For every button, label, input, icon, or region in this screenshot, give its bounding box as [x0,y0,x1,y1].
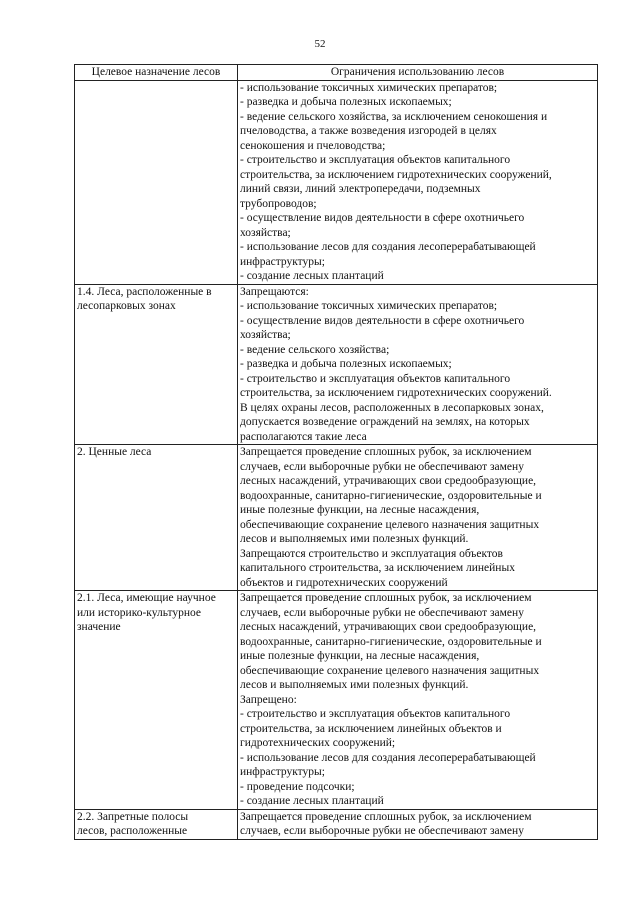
restriction-line: - осуществление видов деятельности в сфере охотничьего [240,212,525,224]
restriction-line: иные полезные функции, на лесные насаждения, [240,504,480,516]
restriction-line: допускается возведение ограждений на землях, на которых [240,416,530,428]
restriction-line: - разведка и добыча полезных ископаемых; [240,358,452,370]
restriction-line: - использование лесов для создания лесоперерабатывающей [240,751,536,764]
restriction-line: - строительство и эксплуатация объектов капитального [240,154,511,166]
restriction-line: - создание лесных плантаций [240,795,384,807]
restriction-line: хозяйства; [240,329,291,341]
restriction-line: - осуществление видов деятельности в сфере охотничьего [240,314,525,327]
restriction-line: обеспечивающие сохранение целевого назначения защитных [240,518,540,531]
forest-restrictions-table [74,64,598,840]
restriction-line: трубопроводов; [240,197,317,210]
table-header-row [75,65,598,81]
restriction-line: Запрещаются: [240,285,309,298]
table-row [75,284,598,445]
restriction-line: инфраструктуры; [240,766,325,778]
restriction-line: - ведение сельского хозяйства; [240,343,390,356]
table-row [75,80,598,284]
table-row [75,591,598,810]
usage-restrictions-cell [238,809,598,839]
restriction-line: случаев, если выборочные рубки не обеспечивают замену [240,606,524,619]
purpose-line: значение [77,621,121,633]
header-forest-purpose: Целевое назначение лесов [75,65,238,81]
restriction-line: хозяйства; [240,226,291,239]
restriction-line: Запрещается проведение сплошных рубок, за исключением [240,810,532,823]
forest-purpose-cell [75,809,238,839]
purpose-line: 1.4. Леса, расположенные в [77,285,212,298]
restriction-line: Запрещается проведение сплошных рубок, за исключением [240,446,532,458]
restriction-line: Запрещается проведение сплошных рубок, за исключением [240,592,532,604]
restriction-line: лесов и выполняемых ими полезных функций. [240,533,469,545]
restriction-line: располагаются такие леса [240,430,367,443]
restriction-line: водоохранные, санитарно-гигиенические, оздоровительные и [240,489,542,502]
restriction-line: лесов и выполняемых ими полезных функций. [240,679,469,691]
usage-restrictions-cell [238,284,598,445]
page-number: 52 [314,38,326,50]
restriction-line: инфраструктуры; [240,255,325,268]
purpose-line: 2.2. Запретные полосы [77,810,189,823]
restriction-line: - ведение сельского хозяйства, за исключением сенокошения и [240,110,548,123]
usage-restrictions-cell [238,445,598,591]
usage-restrictions-cell [238,80,598,284]
purpose-line: 2. Ценные леса [77,446,152,458]
forest-purpose-cell [75,284,238,445]
restriction-line: - строительство и эксплуатация объектов капитального [240,372,511,385]
restriction-line: случаев, если выборочные рубки не обеспечивают замену [240,460,524,473]
purpose-line: лесопарковых зонах [77,300,176,312]
restriction-line: водоохранные, санитарно-гигиенические, оздоровительные и [240,635,542,648]
purpose-line: 2.1. Леса, имеющие научное [77,592,216,604]
restriction-line: сенокошения и пчеловодства; [240,139,386,152]
restriction-line: случаев, если выборочные рубки не обеспечивают замену [240,825,524,837]
restriction-line: - проведение подсочки; [240,780,355,793]
restriction-line: - создание лесных плантаций [240,270,384,282]
restriction-line: Запрещено: [240,693,297,706]
restriction-line: линий связи, линий электропередачи, подземных [240,183,481,195]
forest-purpose-cell [75,445,238,591]
header-usage-restrictions: Ограничения использованию лесов [238,65,598,81]
restriction-line: строительства, за исключением гидротехнических сооружений, [240,168,552,181]
forest-purpose-cell [75,80,238,284]
restriction-line: капитального строительства, за исключением линейных [240,562,515,574]
restriction-line: - использование лесов для создания лесоперерабатывающей [240,241,536,253]
restriction-line: - строительство и эксплуатация объектов капитального [240,708,511,720]
restriction-line: объектов и гидротехнических сооружений [240,576,448,589]
restriction-line: В целях охраны лесов, расположенных в лесопарковых зонах, [240,401,544,414]
restriction-line: - использование токсичных химических препаратов; [240,300,498,312]
purpose-line: лесов, расположенные [77,825,188,837]
restriction-line: Запрещаются строительство и эксплуатация объектов [240,547,503,560]
restriction-line: строительства, за исключением линейных объектов и [240,722,502,735]
table-row [75,445,598,591]
restriction-line: - разведка и добыча полезных ископаемых; [240,96,452,108]
restriction-line: строительства, за исключением гидротехнических сооружений. [240,387,552,399]
restriction-line: пчеловодства, а также возведения изгородей в целях [240,125,497,137]
usage-restrictions-cell [238,591,598,810]
restriction-line: гидротехнических сооружений; [240,737,396,749]
restriction-line: - использование токсичных химических препаратов; [240,81,498,94]
restriction-line: иные полезные функции, на лесные насаждения, [240,650,480,662]
purpose-line: или историко-культурное [77,606,202,619]
table-row [75,809,598,839]
restriction-line: лесных насаждений, утрачивающих свои средообразующие, [240,475,537,487]
restriction-line: обеспечивающие сохранение целевого назначения защитных [240,664,540,677]
forest-purpose-cell [75,591,238,810]
table-body [75,80,598,839]
restriction-line: лесных насаждений, утрачивающих свои средообразующие, [240,621,537,633]
